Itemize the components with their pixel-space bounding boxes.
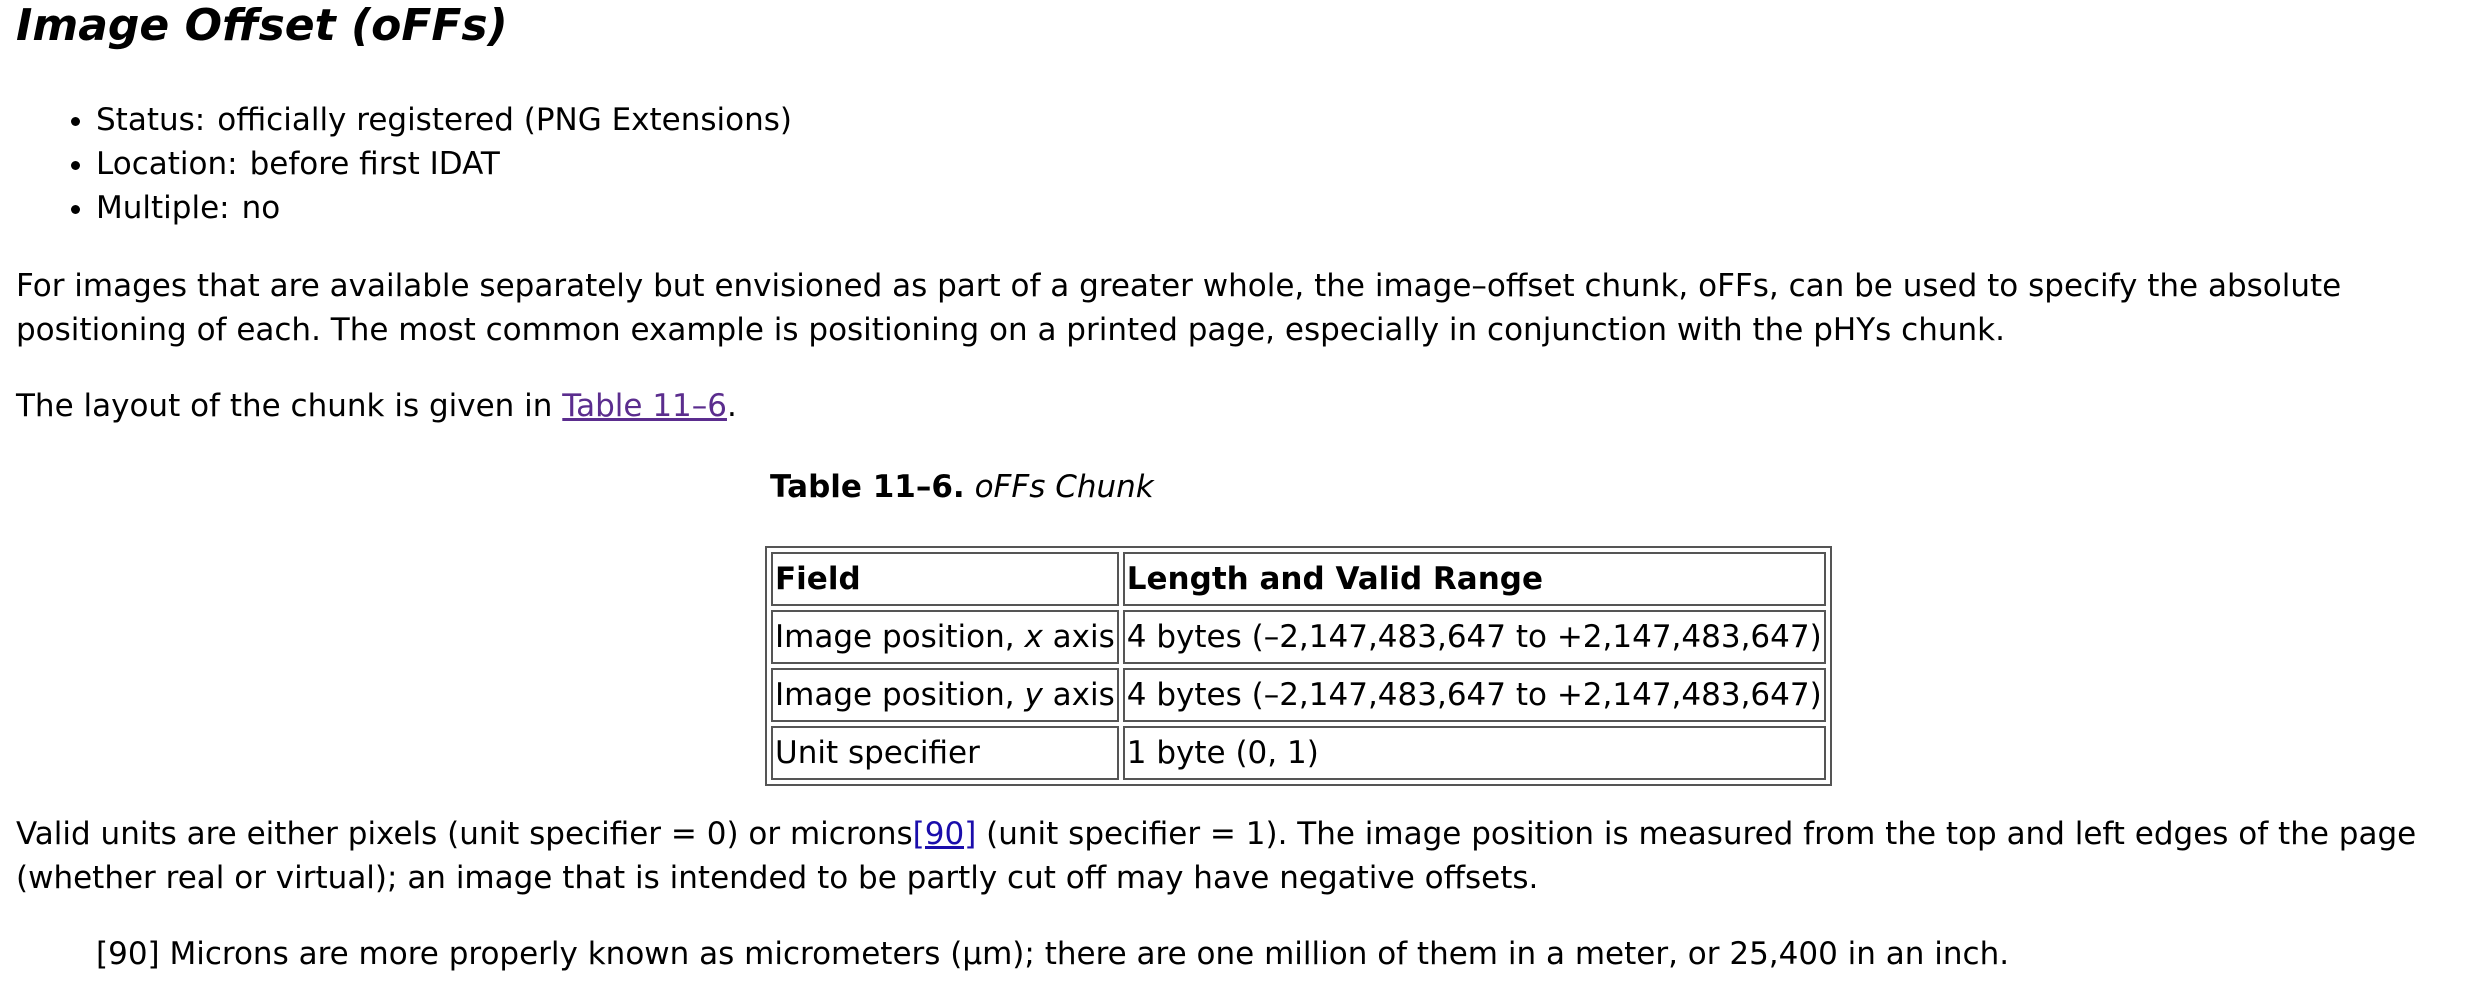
table-caption-label: Table 11–6. — [770, 469, 965, 505]
field-cell — [771, 726, 1119, 780]
offs-chunk-table — [765, 546, 1832, 786]
field-text: Unit specifier — [775, 735, 980, 771]
chunk-metadata-list — [16, 98, 792, 230]
table-header-row — [771, 552, 1826, 606]
field-cell — [771, 610, 1119, 664]
footnote-90: [90] Microns are more properly known as micrometers (μm); there are one million of them in a meter, or 25,400 in an inch. — [96, 936, 2010, 972]
status-item — [96, 98, 792, 142]
field-suffix: axis — [1042, 677, 1115, 713]
multiple-label: Multiple: — [96, 190, 230, 226]
units-paragraph-text: Valid units are either pixels (unit specifier = 0) or microns — [16, 816, 913, 852]
range-cell: 4 bytes (–2,147,483,647 to +2,147,483,647) — [1123, 668, 1826, 722]
multiple-item — [96, 186, 792, 230]
table-caption-title: oFFs Chunk — [974, 469, 1154, 505]
table-row — [771, 610, 1826, 664]
header-field: Field — [771, 552, 1119, 606]
table-row — [771, 668, 1826, 722]
table-row — [771, 726, 1826, 780]
field-suffix: axis — [1042, 619, 1115, 655]
table-reference-link[interactable]: Table 11–6 — [562, 388, 727, 424]
range-cell: 4 bytes (–2,147,483,647 to +2,147,483,647) — [1123, 610, 1826, 664]
header-length-range: Length and Valid Range — [1123, 552, 1826, 606]
units-paragraph — [16, 812, 2476, 900]
field-variable: x — [1024, 619, 1043, 655]
footnote-90-link[interactable]: [90] — [912, 816, 977, 852]
field-text: Image position, — [775, 677, 1025, 713]
status-label: Status: — [96, 102, 206, 138]
location-item — [96, 142, 792, 186]
range-cell: 1 byte (0, 1) — [1123, 726, 1826, 780]
location-value: before first IDAT — [249, 146, 500, 182]
location-label: Location: — [96, 146, 238, 182]
layout-paragraph — [16, 384, 2476, 428]
status-value: officially registered (PNG Extensions) — [217, 102, 793, 138]
multiple-value: no — [241, 190, 281, 226]
layout-paragraph-text: The layout of the chunk is given in — [16, 388, 563, 424]
table-caption — [770, 465, 1154, 509]
intro-paragraph: For images that are available separately but envisioned as part of a greater whole, the image–offset chunk, oFFs, can be used to specify the absolute positioning of each. The most common example is positioning on a printed page, especially in conjunction with the pHYs chunk. — [16, 268, 2342, 348]
field-text: Image position, — [775, 619, 1025, 655]
field-cell — [771, 668, 1119, 722]
layout-paragraph-end: . — [726, 388, 737, 424]
units-paragraph-rest: (unit specifier = 1). The image position is measured from the top and left edges of the page (whether real or virtual); an image that is intended to be partly cut off may have negative offsets. — [16, 816, 2417, 896]
page-title: Image Offset (oFFs) — [16, 0, 508, 51]
field-variable: y — [1024, 677, 1043, 713]
